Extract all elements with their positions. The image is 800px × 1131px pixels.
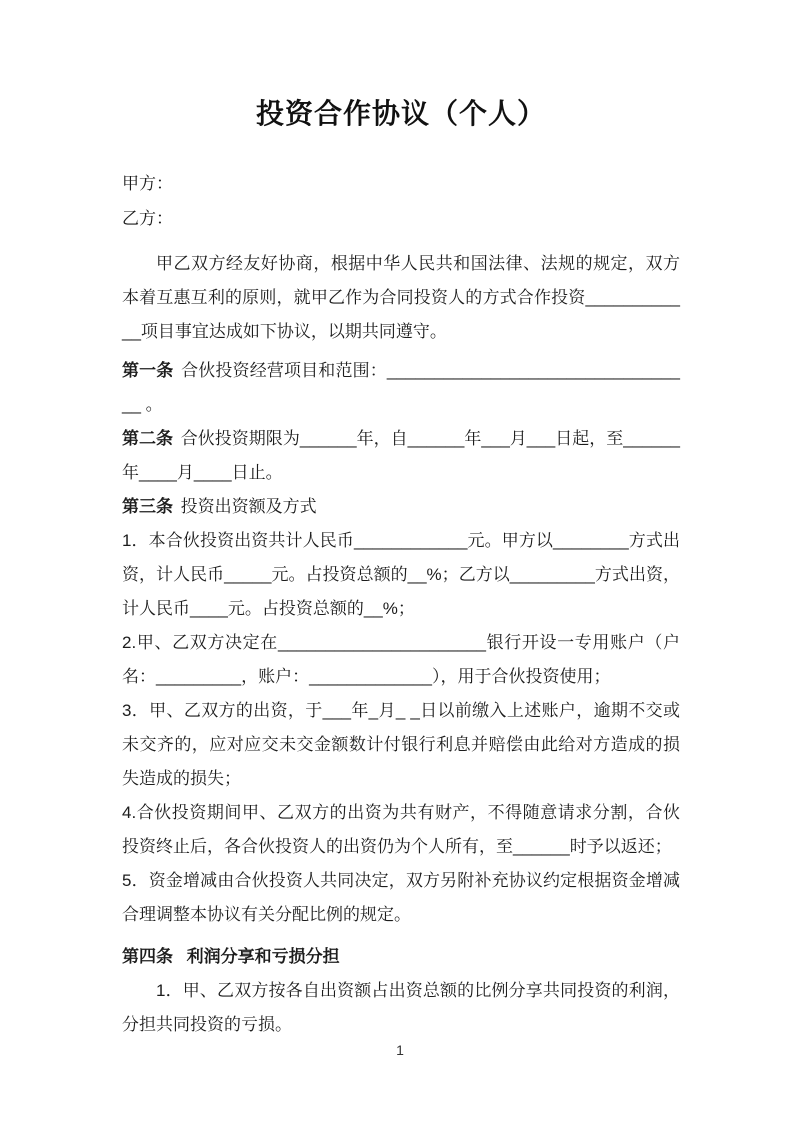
article-1 [122, 354, 680, 422]
article-4-clause-1: 1．甲、乙双方按各自出资额占出资总额的比例分享共同投资的利润，分担共同投资的亏损。 [122, 981, 680, 1034]
article-3-label: 第三条 [122, 497, 173, 516]
party-b-line: 乙方： [122, 209, 173, 228]
article-3-clause-5: 5．资金增减由合伙投资人共同决定，双方另附补充协议约定根据资金增减合理调整本协议有关分配比例的规定。 [122, 871, 680, 924]
article-2-label: 第二条 [122, 429, 174, 448]
article-2-text: 合伙投资期限为______年，自______年___月___日起，至______年____月____日止。 [122, 429, 680, 482]
page-number: 1 [396, 1042, 404, 1058]
article-3-clause-4: 4.合伙投资期间甲、乙双方的出资为共有财产，不得随意请求分割，合伙投资终止后，各合伙投资人的出资仍为个人所有，至______时予以返还； [122, 803, 680, 856]
article-3-clause-2: 2.甲、乙双方决定在______________________银行开设一专用账户（户名：_________，账户：_____________），用于合伙投资使用； [122, 633, 680, 686]
article-2 [122, 422, 680, 490]
article-3-clause-1: 1．本合伙投资出资共计人民币____________元。甲方以________方式出资，计人民币_____元。占投资总额的__%；乙方以_________方式出资，计人民币____元。占投资总额的__%； [122, 531, 680, 618]
article-3-text: 投资出资额及方式 [180, 497, 317, 516]
article-1-text: 合伙投资经营项目和范围：_________________________________ 。 [122, 361, 680, 414]
article-4-label: 第四条 [122, 947, 173, 966]
article-3 [122, 490, 680, 524]
article-4-text: 利润分享和亏损分担 [186, 947, 340, 966]
document-title: 投资合作协议（个人） [255, 98, 546, 129]
intro-paragraph: 甲乙双方经友好协商，根据中华人民共和国法律、法规的规定，双方本着互惠互利的原则，就甲乙作为合同投资人的方式合作投资____________项目事宜达成如下协议，以期共同遵守。 [122, 254, 680, 341]
article-4 [122, 940, 680, 974]
article-1-label: 第一条 [122, 361, 174, 380]
article-3-clause-3: 3．甲、乙双方的出资，于___年_月_ _日以前缴入上述账户，逾期不交或未交齐的，应对应交未交金额数计付银行利息并赔偿由此给对方造成的损失造成的损失； [122, 701, 680, 788]
party-a-line: 甲方： [122, 174, 173, 193]
